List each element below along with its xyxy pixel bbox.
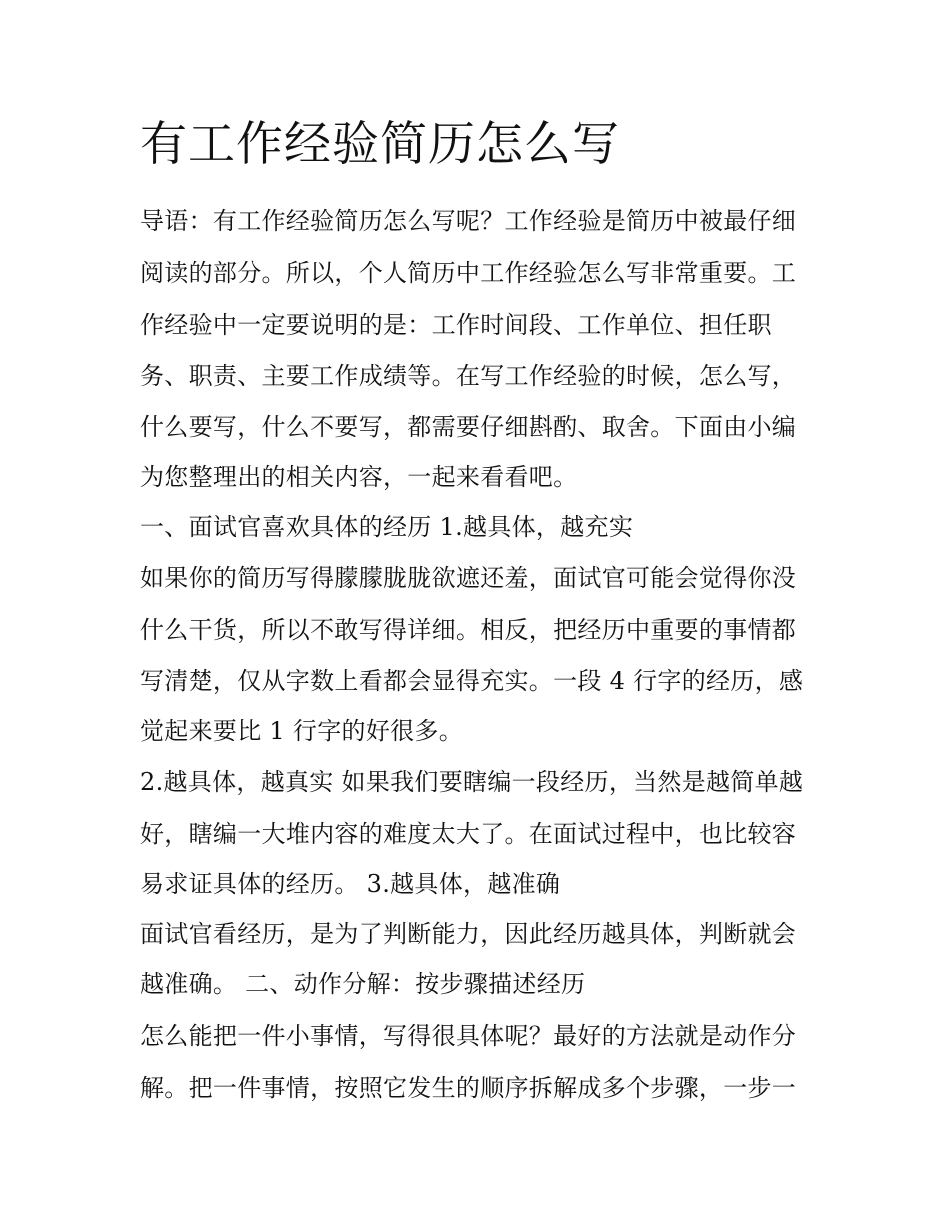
text-line: 阅读的部分。所以，个人简历中工作经验怎么写非常重要。工: [140, 259, 797, 287]
text-line: 如果你的简历写得朦朦胧胧欲遮还羞，面试官可能会觉得你没: [140, 564, 797, 592]
text-line: 为您整理出的相关内容，一起来看看吧。: [140, 463, 578, 491]
text-line: 导语：有工作经验简历怎么写呢？工作经验是简历中被最仔细: [140, 207, 797, 235]
text-line: 觉起来要比 1 行字的好很多。: [140, 717, 464, 745]
text-line: 什么要写，什么不要写，都需要仔细斟酌、取舍。下面由小编: [140, 413, 797, 441]
text-line: 作经验中一定要说明的是：工作时间段、工作单位、担任职: [140, 311, 772, 339]
text-line: 写清楚，仅从字数上看都会显得充实。一段 4 行字的经历，感: [140, 667, 804, 695]
text-line: 怎么能把一件小事情，写得很具体呢？最好的方法就是动作分: [140, 1022, 797, 1050]
document-title: 有工作经验简历怎么写: [140, 117, 620, 172]
text-line: 什么干货，所以不敢写得详细。相反，把经历中重要的事情都: [140, 616, 797, 644]
section-heading: 越准确。 二、动作分解：按步骤描述经历: [140, 970, 586, 998]
text-line: 好，瞎编一大堆内容的难度太大了。在面试过程中，也比较容: [140, 820, 797, 848]
text-line: 解。把一件事情，按照它发生的顺序拆解成多个步骤，一步一: [140, 1074, 797, 1102]
text-line: 2.越具体，越真实 如果我们要瞎编一段经历，当然是越简单越: [140, 768, 804, 796]
text-line: 面试官看经历，是为了判断能力，因此经历越具体，判断就会: [140, 920, 797, 948]
text-line: 务、职责、主要工作成绩等。在写工作经验的时候，怎么写，: [140, 362, 797, 390]
section-heading: 一、面试官喜欢具体的经历 1.越具体，越充实: [140, 513, 634, 541]
text-line: 易求证具体的经历。 3.越具体，越准确: [140, 870, 561, 898]
